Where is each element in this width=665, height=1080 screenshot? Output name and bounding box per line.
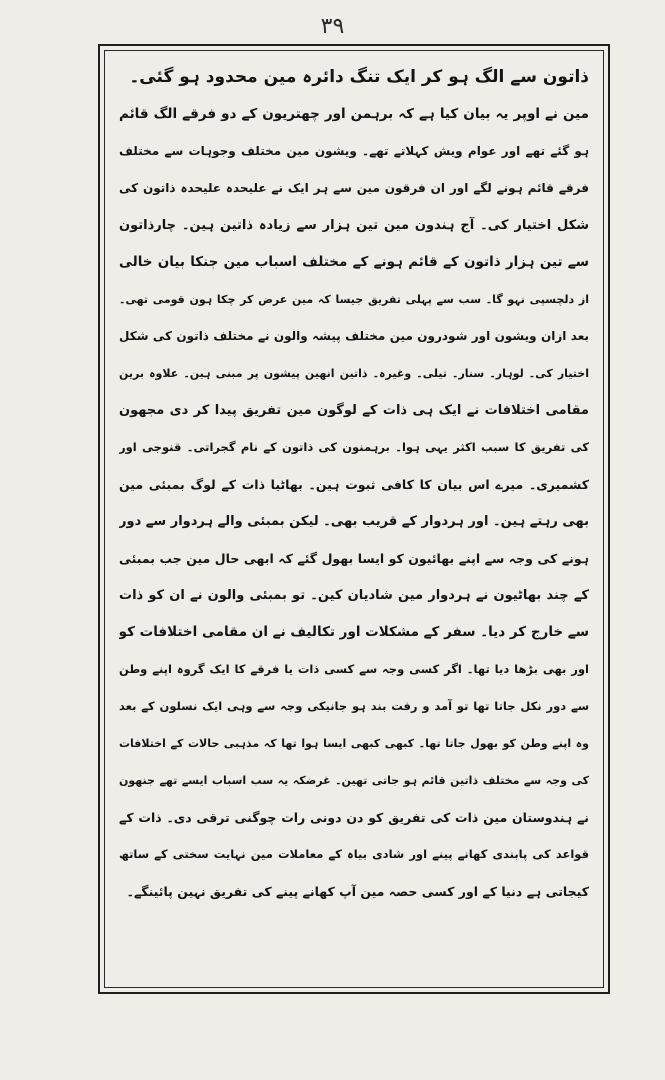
text-line: بعد ازان ویشون اور شودرون مین مختلف پیشہ والون نے مختلف ذاتون کی شکل	[119, 329, 589, 343]
text-line: اختیار کی۔ لوہار۔ سنار۔ تیلی۔ وغیرہ۔ ذاتین انھین پیشون پر مبنی ہین۔ علاوہ برین	[119, 367, 589, 380]
page-border	[98, 44, 610, 994]
text-line: سے خارج کر دیا۔ سفر کے مشکلات اور تکالیف نے ان مقامی اختلافات کو	[119, 624, 589, 640]
text-line: ہونے کی وجہ سے اپنے بھائیون کو ایسا بھول گئے کہ ابھی حال مین جب بمبئی	[119, 551, 589, 566]
text-line: کے چند بھاٹیون نے ہردوار مین شادیان کین۔ تو بمبئی والون نے ان کو ذات	[119, 588, 589, 603]
text-line: از دلچسپی نہو گا۔ سب سے پہلی تفریق جیسا کہ مین عرض کر چکا ہون قومی تھی۔	[119, 293, 589, 306]
text-line: ہو گئے تھے اور عوام ویش کہلاتے تھے۔ ویشون مین مختلف وجوہات سے مختلف	[119, 144, 589, 158]
text-line: کی وجہ سے مختلف ذاتین قائم ہو جاتی تھین۔ غرضکہ یہ سب اسباب ایسے تھے جنھون	[119, 774, 589, 787]
text-line: نے ہندوستان مین ذات کی تفریق کو دن دونی رات چوگنی ترقی دی۔ ذات کے	[119, 810, 589, 825]
text-line: بھی رہتے ہین۔ اور ہردوار کے قریب بھی۔ لیکن بمبئی والے ہردوار سے دور	[119, 514, 589, 529]
text-line: فرقے قائم ہونے لگے اور ان فرقون مین سے ہر ایک نے علیحدہ علیحدہ ذاتون کی	[119, 181, 589, 195]
text-line: اور بھی بڑھا دیا تھا۔ اگر کسی وجہ سے کسی ذات یا فرقے کا ایک گروہ اپنے وطن	[119, 662, 589, 676]
text-line: قواعد کی پابندی کھانے پینے اور شادی بیاہ کے معاملات مین نہایت سختی کے ساتھ	[119, 847, 589, 861]
text-line: سے تین ہزار ذاتون کے قائم ہونے کے مختلف اسباب مین جنکا بیان خالی	[119, 254, 589, 270]
text-line: وہ اپنے وطن کو بھول جاتا تھا۔ کبھی کبھی ایسا ہوا تھا کہ مذہبی حالات کے اختلافات	[119, 737, 589, 750]
text-line: ذاتون سے الگ ہو کر ایک تنگ دائرہ مین محدود ہو گئی۔	[129, 67, 589, 87]
text-line: کشمیری۔ میرے اس بیان کا کافی ثبوت ہین۔ بھاٹیا ذات کے لوگ بمبئی مین	[119, 477, 589, 492]
text-line: کی تفریق کا سبب اکثر یہی ہوا۔ برہمنون کی ذاتون کے نام گجراتی۔ قنوجی اور	[119, 440, 589, 454]
text-line: کیجاتی ہے دنیا کے اور کسی حصہ مین آپ کھانے پینے کی تفریق نہین پائینگے۔	[126, 884, 589, 899]
text-line: سے دور نکل جاتا تھا تو آمد و رفت بند ہو جانیکی وجہ سے وہی ایک نسلون کے بعد	[119, 699, 589, 713]
urdu-text-body	[119, 59, 589, 977]
text-line: مقامی اختلافات نے ایک ہی ذات کے لوگون مین تفریق پیدا کر دی مجھون	[119, 403, 589, 418]
text-line: شکل اختیار کی۔ آج ہندون مین تین ہزار سے زیادہ ذاتین ہین۔ چارذاتون	[119, 218, 589, 233]
page-number: ۳۹	[320, 14, 345, 39]
text-line: مین نے اوپر یہ بیان کیا ہے کہ برہمن اور چھتریون کے دو فرقے الگ قائم	[119, 106, 589, 122]
page-border-inner	[104, 50, 604, 988]
